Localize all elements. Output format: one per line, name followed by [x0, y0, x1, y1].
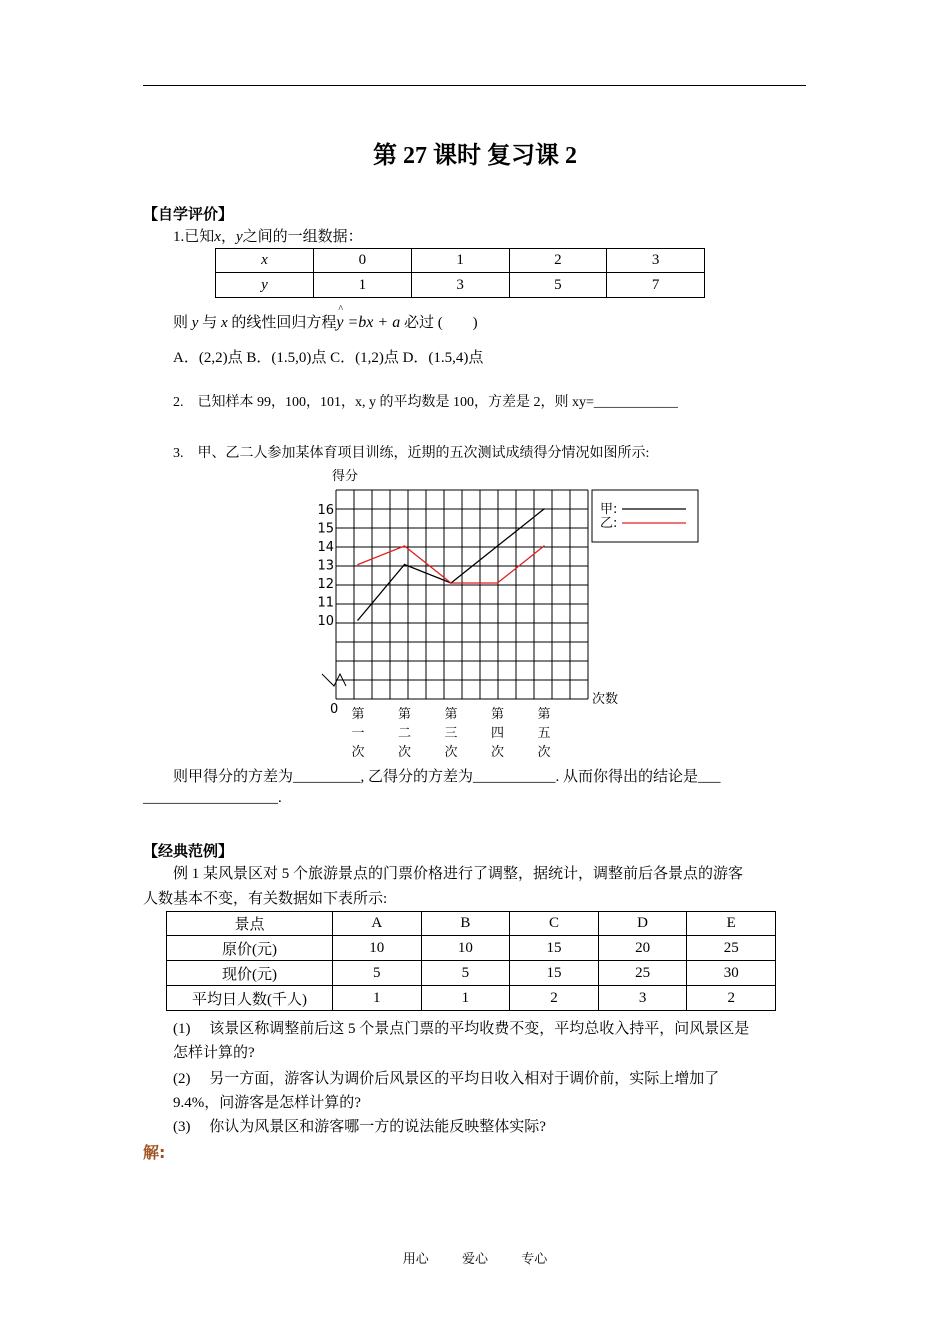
x-category-label: 三	[444, 726, 458, 741]
table-cell: 3	[598, 986, 687, 1011]
item-number: (1)	[173, 1021, 191, 1037]
y-tick-label: 11	[317, 595, 334, 611]
item-text: 你认为风景区和游客哪一方的说法能反映整体实际?	[209, 1119, 546, 1135]
x-category-label: 第	[397, 707, 412, 722]
example1-line1: 例 1 某风景区对 5 个旅游景点的门票价格进行了调整，据统计，调整前后各景点的游客	[173, 866, 744, 882]
table-cell: 15	[510, 961, 599, 986]
x-axis-title: 次数	[592, 692, 619, 707]
table-cell: 1	[421, 986, 510, 1011]
q1-stem-suffix: 必过 ( )	[403, 315, 478, 331]
q1-x-cell: 3	[607, 249, 705, 273]
x-category-label: 五	[537, 726, 551, 741]
top-rule	[143, 85, 806, 86]
data-point	[497, 545, 499, 547]
regression-equation: y =bx + a	[336, 314, 401, 331]
data-point	[404, 545, 406, 547]
item-text: 另一方面，游客认为调价后风景区的平均日收入相对于调价前，实际上增加了	[209, 1071, 720, 1087]
y-axis-title: 得分	[332, 469, 359, 484]
solution-label: 解:	[143, 1143, 166, 1162]
example1-item-1-cont: 怎样计算的?	[173, 1045, 255, 1061]
q1-y-cell: 5	[509, 273, 607, 298]
table-cell: 2	[687, 986, 776, 1011]
x-category-label: 次	[397, 745, 412, 760]
q1-x-cell: 0	[314, 249, 412, 273]
table-header-row	[167, 912, 776, 936]
q1-stem-x: x	[220, 315, 228, 331]
x-category-label: 第	[351, 707, 365, 722]
table-row	[167, 961, 776, 986]
table-cell: 10	[421, 936, 510, 961]
table-cell: 20	[598, 936, 687, 961]
x-category-label: 第	[490, 707, 505, 722]
q1-options: A．(2,2)点 B．(1.5,0)点 C．(1,2)点 D．(1.5,4)点	[173, 350, 484, 366]
q1-y-label: y	[216, 273, 314, 298]
x-category-label: 第	[444, 707, 458, 722]
table-cell: 5	[333, 961, 422, 986]
item-text: 该景区称调整前后这 5 个景点门票的平均收费不变，平均总收入持平，问风景区是	[209, 1021, 750, 1037]
data-point	[450, 582, 452, 584]
item-number: (2)	[173, 1071, 191, 1087]
q1-y-cell: 7	[607, 273, 705, 298]
q1-intro-x: x	[214, 229, 221, 245]
q2-text: 2. 已知样本 99，100，101，x, y 的平均数是 100，方差是 2，则 xy=____________	[173, 395, 678, 410]
q1-y-cell: 1	[314, 273, 412, 298]
legend-label: 乙:	[600, 516, 618, 531]
data-point	[404, 564, 406, 566]
q1-intro	[173, 225, 363, 246]
table-cell: 30	[687, 961, 776, 986]
q1-x-cell: 1	[411, 249, 509, 273]
table-header-cell: E	[687, 912, 776, 936]
x-category-label: 次	[490, 745, 505, 760]
data-point	[357, 619, 359, 621]
section-heading-examples: 【经典范例】	[143, 842, 234, 860]
y-tick-label: 12	[317, 577, 334, 592]
table-row	[167, 986, 776, 1011]
table-cell: 原价(元)	[167, 936, 333, 961]
data-point	[357, 564, 359, 566]
example1-line2: 人数基本不变，有关数据如下表所示:	[143, 891, 388, 907]
origin-label: 0	[330, 702, 339, 717]
table-cell: 25	[687, 936, 776, 961]
x-category-label: 次	[351, 745, 365, 760]
data-point	[543, 545, 545, 547]
q1-stem-mid: 与	[202, 315, 218, 331]
table-cell: 10	[333, 936, 422, 961]
q1-stem-mid2: 的线性回归方程	[231, 315, 337, 331]
table-header-cell: 景点	[167, 912, 333, 936]
y-tick-label: 15	[317, 521, 334, 537]
y-tick-label: 14	[317, 540, 334, 555]
q3-text: 3. 甲、乙二人参加某体育项目训练，近期的五次测试成绩得分情况如图所示:	[173, 446, 650, 461]
example1-item-2-cont: 9.4%，问游客是怎样计算的?	[173, 1095, 361, 1111]
item-number: (3)	[173, 1119, 191, 1135]
table-cell: 1	[333, 986, 422, 1011]
q1-y-cell: 3	[411, 273, 509, 298]
data-point	[543, 508, 545, 510]
page-title: 第 27 课时 复习课 2	[373, 143, 577, 169]
q3-answer-line2: __________________.	[143, 790, 282, 806]
example1-item-1	[173, 1017, 749, 1038]
q3-answer-line1: 则甲得分的方差为_________, 乙得分的方差为___________. 从而你得出的结论是___	[173, 769, 721, 785]
table-header-cell: C	[510, 912, 599, 936]
x-category-label: 第	[537, 707, 551, 722]
x-category-label: 四	[490, 726, 505, 741]
example1-item-2	[173, 1067, 719, 1088]
q1-x-label: x	[216, 249, 314, 273]
table-header-cell: D	[598, 912, 687, 936]
hat-mark: ^	[338, 304, 344, 315]
q1-data-table	[215, 248, 705, 298]
table-cell: 25	[598, 961, 687, 986]
table-cell: 现价(元)	[167, 961, 333, 986]
x-category-label: 次	[444, 745, 458, 760]
table-header-cell: A	[333, 912, 422, 936]
example1-item-3	[173, 1115, 546, 1136]
q1-intro-prefix: 1.已知	[173, 229, 215, 245]
table-row	[167, 936, 776, 961]
y-tick-label: 10	[317, 614, 334, 629]
q1-stem	[173, 304, 478, 332]
table-cell: 15	[510, 936, 599, 961]
data-point	[497, 582, 499, 584]
x-category-label: 一	[351, 726, 365, 741]
q1-intro-suffix: 之间的一组数据：	[242, 229, 363, 245]
page-footer: 用心 爱心 专心	[402, 1251, 548, 1266]
example1-table	[166, 911, 776, 1011]
q1-intro-y: y	[235, 229, 243, 245]
table-cell: 2	[510, 986, 599, 1011]
x-category-label: 二	[397, 726, 412, 741]
q1-intro-comma: ，	[220, 229, 236, 245]
table-cell: 5	[421, 961, 510, 986]
q1-stem-y: y	[191, 315, 199, 331]
table-header-cell: B	[421, 912, 510, 936]
y-tick-label: 13	[317, 558, 334, 574]
section-heading-self-eval: 【自学评价】	[143, 205, 234, 223]
score-line-chart	[300, 462, 730, 762]
q1-stem-prefix: 则	[173, 315, 189, 331]
y-tick-label: 16	[317, 503, 334, 518]
legend-label: 甲:	[600, 502, 618, 517]
x-category-label: 次	[537, 745, 551, 760]
table-cell: 平均日人数(千人)	[167, 986, 333, 1011]
q1-x-cell: 2	[509, 249, 607, 273]
